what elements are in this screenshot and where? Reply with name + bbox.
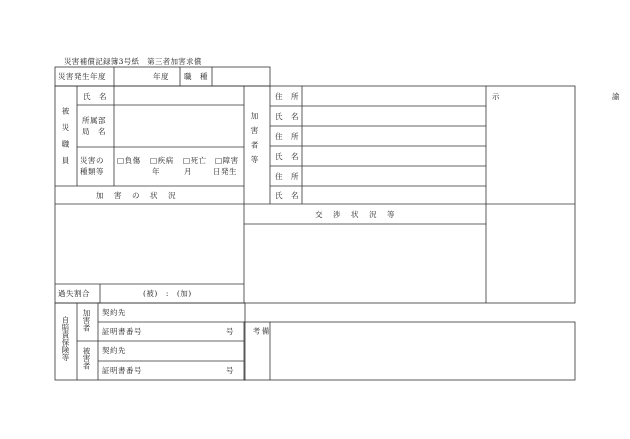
type-checkbox-illness[interactable]: □疾病 [150,156,174,165]
disaster-year-label: 災害発生年度 [58,72,106,81]
insurance-victim-label: 被害者 [82,347,91,370]
perp-cert-unit: 号 [226,327,234,336]
perp-name-label-1: 氏 名 [275,112,299,121]
type-checkbox-injury[interactable]: □負傷 [117,156,141,165]
insurance-side-label: 自賠責保険等 [61,316,70,361]
victim-side-label: 被災職員 [61,107,70,173]
year-unit: 年度 [153,72,169,81]
victim-contract-label: 契約先 [102,346,126,355]
instructions-label: 示 諭 [492,92,620,101]
perp-cert-label: 証明書番号 [102,327,142,336]
disaster-type-label-2: 種類等 [80,167,104,176]
job-type-label: 職 種 [184,72,208,81]
victim-dept-label-2: 局 名 [82,127,106,136]
type-checkbox-death[interactable]: □死亡 [183,156,207,165]
perp-name-label-3: 氏 名 [275,191,299,200]
form-title: 災害補償記録簿3号紙 第三者加害求償 [64,57,202,66]
damage-situation-label: 加 害 の 状 況 [96,191,177,200]
victim-cert-unit: 号 [226,366,234,375]
victim-cert-label: 証明書番号 [102,366,142,375]
fault-ratio-label: 過失割合 [58,289,90,298]
victim-dept-label-1: 所属部 [82,116,106,125]
date-unit-year: 年 [152,167,160,176]
type-checkbox-disability[interactable]: □障害 [215,156,239,165]
remarks-label: 備 考 [252,327,270,402]
perp-address-label-1: 住 所 [275,92,299,101]
negotiation-label: 交 渉 状 況 等 [315,210,396,219]
perp-address-label-3: 住 所 [275,172,299,181]
victim-name-label: 氏 名 [83,92,107,101]
perp-contract-label: 契約先 [102,308,126,317]
perpetrator-side-label: 加害者等 [250,112,259,170]
perp-name-label-2: 氏 名 [275,152,299,161]
date-unit-day: 日発生 [213,167,237,176]
perp-address-label-2: 住 所 [275,132,299,141]
disaster-type-label-1: 災害の [80,156,104,165]
insurance-perpetrator-label: 加害者 [82,309,91,332]
fault-ratio-value: (被) : (加) [143,289,192,298]
date-unit-month: 月 [184,167,192,176]
